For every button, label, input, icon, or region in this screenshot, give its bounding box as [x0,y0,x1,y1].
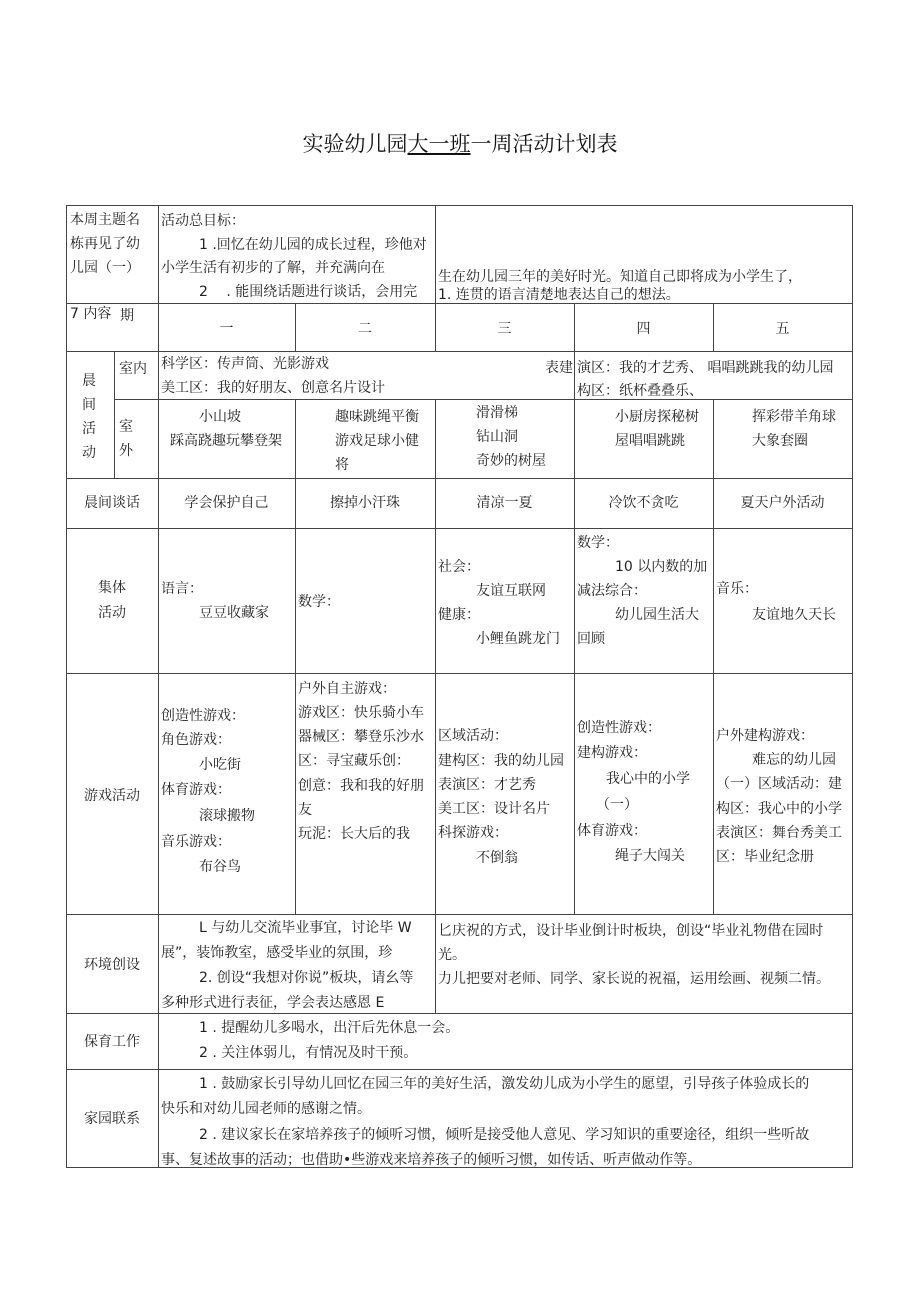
game-activity: 器械区：攀登乐沙水 [298,729,424,745]
home-line: 快乐和对幼儿园老师的感谢之情。 [161,1101,371,1117]
header-corner-content: 7 内容 [70,306,112,322]
care-line: 1 . 提醒幼儿多喝水，出汗后先休息一会。 [199,1020,460,1036]
group-activity: 友谊互联网 [476,583,546,599]
col-line [114,351,115,478]
group-activity: 10 以内数的加 [615,559,708,575]
row-line [66,351,853,352]
talk-item: 夏天户外活动 [740,495,825,511]
goal-line: 2 . 能围绕话题进行谈话，会用完 [199,284,418,300]
table-border-right [852,205,853,1168]
group-label: 活动 [98,605,126,621]
col-line [435,205,436,303]
outdoor-activity: 挥彩带羊角球 [752,409,836,425]
col-line [295,399,296,673]
env-line: 光。 [438,947,466,963]
day-thursday: 四 [636,321,651,337]
indoor-activity: 美工区：我的好朋友、创意名片设计 [161,380,385,396]
table-border-top [66,205,853,206]
game-activity: （一） [596,797,638,813]
outdoor-activity: 将 [335,457,349,473]
env-line: L 与幼儿交流毕业事宜，讨论毕 W [199,920,412,936]
outdoor-activity: 钻山洞 [476,429,518,445]
outdoor-activity: 趣味跳绳平衡 [335,409,419,425]
game-activity: 我心中的小学 [606,771,690,787]
game-activity: 表演区：才艺秀 [438,777,536,793]
title-part-school: 实验幼儿园 [302,132,408,156]
game-activity: 户外建构游戏： [716,728,814,744]
talk-item: 学会保护自己 [184,495,269,511]
row-line [66,673,853,674]
row-line [66,528,853,529]
theme-label: 儿园（一） [70,260,140,276]
game-activity: 创造性游戏： [577,720,661,736]
talk-label: 晨间谈话 [84,495,140,511]
group-activity: 小鲤鱼跳龙门 [476,631,560,647]
game-activity: 建构游戏： [577,745,647,761]
env-label: 环境创设 [84,957,140,973]
group-activity: 数学： [577,535,619,551]
game-activity: （一）区域活动：建 [716,776,842,792]
group-label: 集体 [98,580,126,596]
morning-label: 活 [82,421,96,437]
group-activity: 数学： [298,594,340,610]
game-activity: 友 [298,802,312,818]
outdoor-activity: 屋唱唱跳跳 [615,433,685,449]
row-line [66,914,853,915]
group-activity: 友谊地久天长 [752,607,836,623]
indoor-activity: 科学区：传声筒、光影游戏 [161,356,329,372]
game-activity: 绳子大闯关 [615,848,685,864]
goal-line: 1 .回忆在幼儿园的成长过程，珍他对 [199,237,427,253]
day-wednesday: 三 [497,321,512,337]
row-line [66,478,853,479]
row-line [66,1013,853,1014]
game-activity: 区：毕业纪念册 [716,849,814,865]
env-line: 力儿把要对老师、同学、家长说的祝福，运用绘画、视频二情。 [438,971,830,987]
home-line: 1 . 鼓励家长引导幼儿回忆在园三年的美好生活，激发幼儿成为小学生的愿望，引导孩子体验成长的 [199,1076,810,1092]
home-line: 2 . 建议家长在家培养孩子的倾听习惯，倾听是接受他人意见、学习知识的重要途径，组织一些听故 [199,1127,810,1143]
group-activity: 豆豆收藏家 [199,605,269,621]
outdoor-activity: 游戏足球小健 [335,433,419,449]
care-line: 2 . 关注体弱儿，有情况及时干预。 [199,1045,418,1061]
col-line [713,673,714,914]
group-activity: 音乐： [716,581,758,597]
game-activity: 表演区：舞台秀美工 [716,825,842,841]
outdoor-label: 室 [119,419,133,435]
group-activity: 语言： [161,581,203,597]
title-part-class: 大一班 [407,132,471,156]
game-activity: 美工区：设计名片 [438,801,550,817]
day-monday: 一 [219,321,234,337]
table-border-left [66,205,67,1168]
env-line: 匕庆祝的方式，设计毕业倒计时板块，创设“毕业礼物借在园时 [438,923,824,939]
game-activity: 区：寻宝藏乐创： [298,753,410,769]
game-activity: 滚球搬物 [199,808,255,824]
page-title [0,130,920,158]
goal-line: 1. 连贯的语言清楚地表达自己的想法。 [438,287,680,303]
outdoor-label: 外 [119,443,133,459]
game-activity: 角色游戏： [161,732,231,748]
goal-title: 活动总目标： [161,213,245,229]
game-activity: 难忘的幼儿园 [752,752,836,768]
day-friday: 五 [775,321,790,337]
talk-item: 清凉一夏 [476,495,533,511]
game-activity: 构区：我心中的小学 [716,801,842,817]
care-label: 保育工作 [84,1034,140,1050]
morning-label: 动 [82,445,96,461]
outdoor-activity: 奇妙的树屋 [476,453,546,469]
row-line [66,1069,853,1070]
game-activity: 体育游戏： [577,823,647,839]
game-activity: 小吃街 [199,757,241,773]
game-activity: 创造性游戏： [161,708,245,724]
game-activity: 不倒翁 [476,850,518,866]
talk-item: 冷饮不贪吃 [608,495,679,511]
game-activity: 创意：我和我的好朋 [298,778,424,794]
group-activity: 减法综合： [577,583,647,599]
header-corner-date: 期 [120,308,134,324]
goal-line: 生在幼儿园三年的美好时光。知道自己即将成为小学生了， [438,269,802,285]
indoor-activity: 表建 [545,360,573,376]
theme-label: 栋再见了幼 [70,236,140,252]
games-label: 游戏活动 [84,788,140,804]
game-activity: 体育游戏： [161,782,231,798]
day-tuesday: 二 [358,321,372,337]
title-part-plan: 一周活动计划表 [470,132,618,156]
game-activity: 户外自主游戏： [298,681,396,697]
group-activity: 社会： [438,559,480,575]
indoor-label: 室内 [119,361,147,377]
env-line: 2. 创设“我想对你说”板块，请幺等 [199,970,414,986]
group-activity: 回顾 [577,631,605,647]
outdoor-activity: 踩高跷趣玩攀登架 [170,433,282,449]
morning-label: 晨 [82,373,96,389]
game-activity: 音乐游戏： [161,834,231,850]
col-line [574,303,575,914]
theme-label: 本周主题名 [70,212,140,228]
home-line: 事、复述故事的活动；也借助•些游戏来培养孩子的倾听习惯，如传话、听声做动作等。 [161,1152,702,1168]
col-line [435,914,436,1013]
group-activity: 健康： [438,607,480,623]
game-activity: 区域活动： [438,728,508,744]
outdoor-activity: 小山坡 [199,409,241,425]
outdoor-activity: 大象套圈 [752,433,808,449]
home-label: 家园联系 [84,1111,140,1127]
col-line [295,673,296,914]
env-line: 多种形式进行表征，学会表达感恩 E [161,995,385,1011]
game-activity: 建构区：我的幼儿园 [438,753,564,769]
col-line [435,399,436,914]
goal-line: 小学生活有初步的了解，并充满向在 [161,260,385,276]
game-activity: 游戏区：快乐骑小车 [298,705,424,721]
col-line [158,205,159,1168]
env-line: 展”，装饰教室，感受毕业的氛围，珍 [161,945,393,961]
indoor-activity: 演区：我的才艺秀、 唱唱跳跳我的幼儿园 [577,360,834,376]
row-line [114,399,853,400]
indoor-activity: 构区：纸杯叠叠乐、 [577,383,703,399]
game-activity: 玩泥：长大后的我 [298,826,410,842]
outdoor-activity: 滑滑梯 [476,405,518,421]
morning-label: 间 [82,397,96,413]
talk-item: 擦掉小汗珠 [330,495,400,511]
outdoor-activity: 小厨房探秘树 [615,409,699,425]
game-activity: 布谷鸟 [199,859,241,875]
game-activity: 科探游戏： [438,825,508,841]
group-activity: 幼儿园生活大 [615,607,699,623]
col-line [713,399,714,673]
